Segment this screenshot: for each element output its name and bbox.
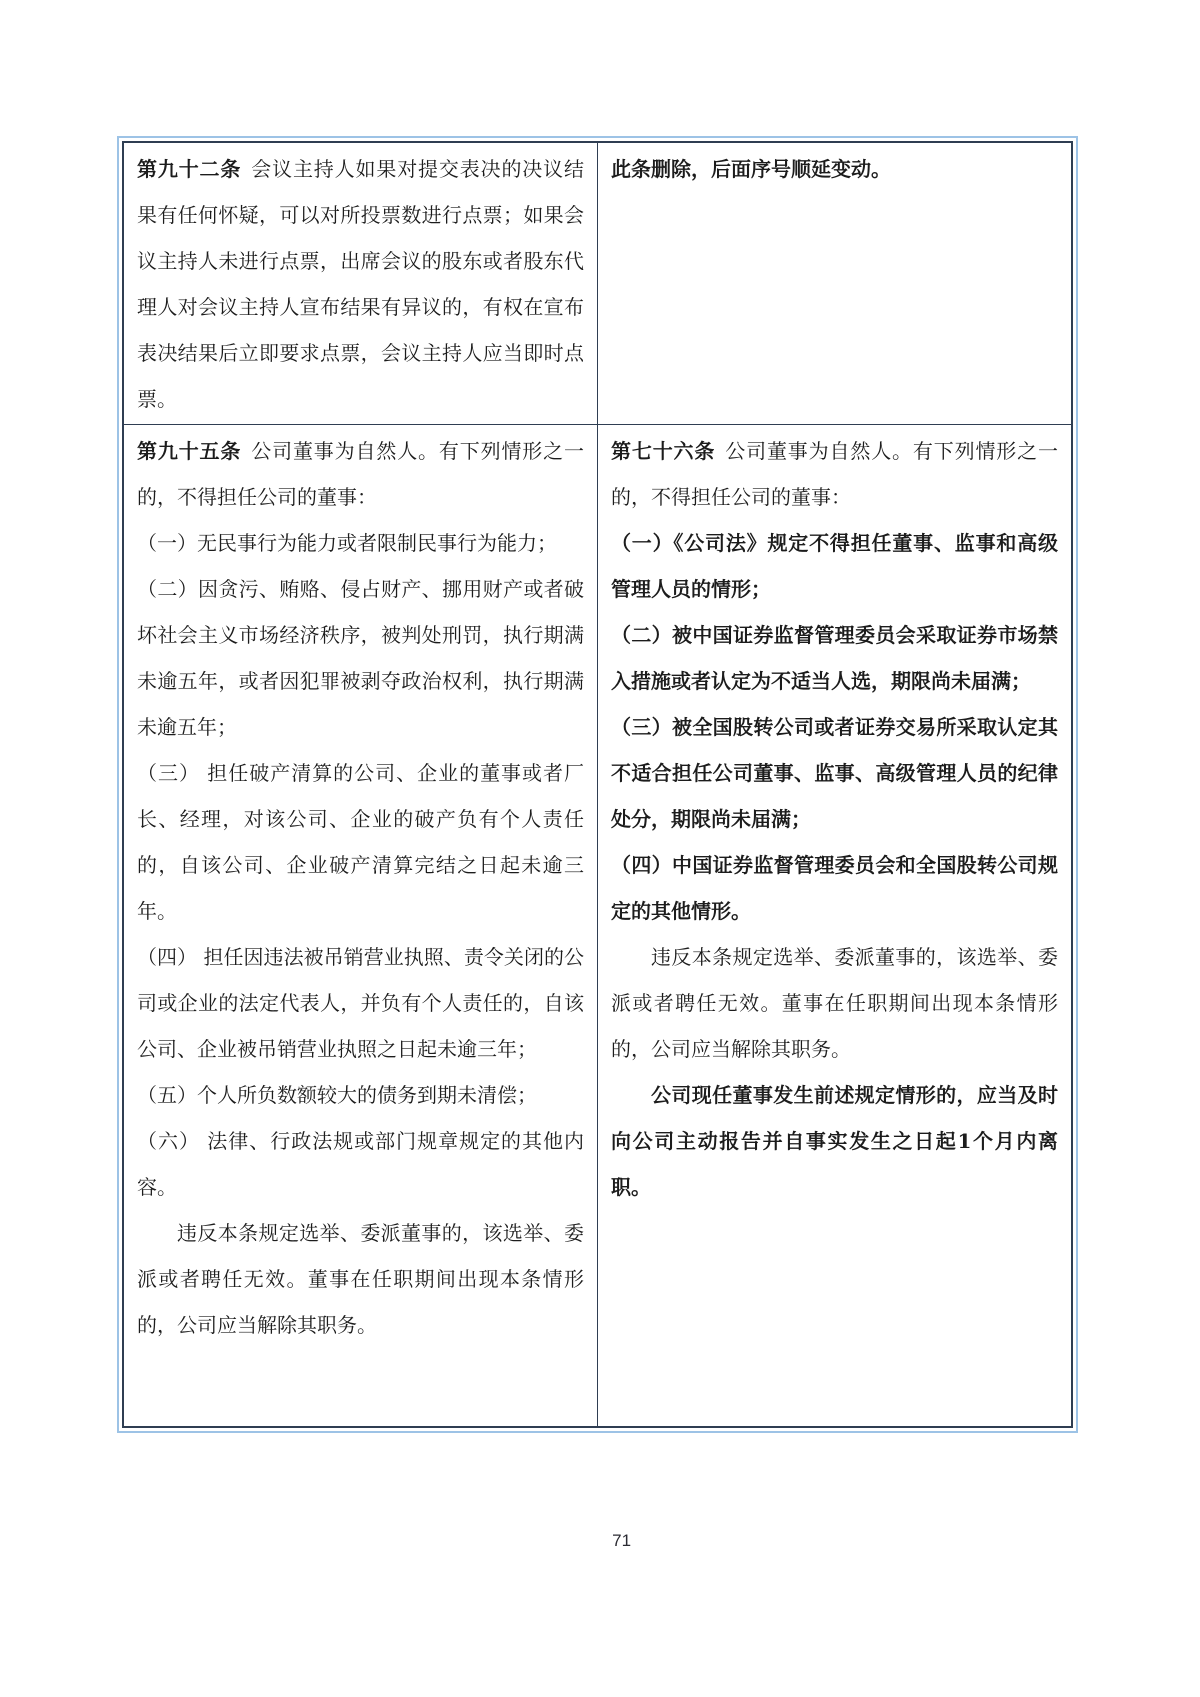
clause-76-term: 第七十六条 xyxy=(611,439,716,463)
clause-95-term: 第九十五条 xyxy=(137,439,242,463)
clause-95-item-2: （二）因贪污、贿赂、侵占财产、挪用财产或者破坏社会主义市场经济秩序，被判处刑罚，执行期满未逾五年，或者因犯罪被剥夺政治权利，执行期满未逾五年； xyxy=(137,577,584,739)
cell-revision-note xyxy=(598,143,1071,425)
clause-92-body: 会议主持人如果对提交表决的决议结果有任何怀疑，可以对所投票数进行点票；如果会议主持人未进行点票，出席会议的股东或者股东代理人对会议主持人宣布结果有异议的，有权在宣布表决结果后立即要求点票，会议主持人应当即时点票。 xyxy=(137,157,584,411)
clause-95-closing: 违反本条规定选举、委派董事的，该选举、委派或者聘任无效。董事在任职期间出现本条情形的，公司应当解除其职务。 xyxy=(137,1221,584,1337)
page-number: 71 xyxy=(612,1531,632,1550)
clause-76-closing-1: 违反本条规定选举、委派董事的，该选举、委派或者聘任无效。董事在任职期间出现本条情形的，公司应当解除其职务。 xyxy=(611,945,1058,1061)
cell-new-clause-76 xyxy=(598,425,1071,1426)
clause-76-item-1: （一）《公司法》规定不得担任董事、监事和高级管理人员的情形； xyxy=(611,531,1058,601)
clause-95-item-5: （五）个人所负数额较大的债务到期未清偿； xyxy=(137,1083,537,1107)
clause-92-paragraph xyxy=(137,146,584,422)
deletion-note: 此条删除，后面序号顺延变动。 xyxy=(611,157,891,181)
clause-76-closing-2: 公司现任董事发生前述规定情形的，应当及时向公司主动报告并自事实发生之日起1个月内离职。 xyxy=(611,1083,1058,1199)
clause-76-intro-body: 公司董事为自然人。有下列情形之一的，不得担任公司的董事： xyxy=(611,439,1058,509)
clause-95-item-6: （六） 法律、行政法规或部门规章规定的其他内容。 xyxy=(137,1129,584,1199)
clause-comparison-table xyxy=(122,141,1073,1428)
clause-95-item-1: （一）无民事行为能力或者限制民事行为能力； xyxy=(137,531,557,555)
clause-76-item-3: （三）被全国股转公司或者证券交易所采取认定其不适合担任公司董事、监事、高级管理人员的纪律处分，期限尚未届满； xyxy=(611,715,1058,831)
clause-76-item-4: （四）中国证券监督管理委员会和全国股转公司规定的其他情形。 xyxy=(611,853,1058,923)
clause-95-intro xyxy=(137,428,584,520)
clause-76-item-2: （二）被中国证券监督管理委员会采取证券市场禁入措施或者认定为不适当人选，期限尚未届满； xyxy=(611,623,1058,693)
clause-95-item-4: （四） 担任因违法被吊销营业执照、责令关闭的公司或企业的法定代表人，并负有个人责任的，自该公司、企业被吊销营业执照之日起未逾三年； xyxy=(137,945,584,1061)
clause-95-intro-body: 公司董事为自然人。有下列情形之一的，不得担任公司的董事： xyxy=(137,439,584,509)
cell-old-clause-95 xyxy=(124,425,598,1426)
clause-95-item-3: （三） 担任破产清算的公司、企业的董事或者厂长、经理，对该公司、企业的破产负有个人责任的，自该公司、企业破产清算完结之日起未逾三年。 xyxy=(137,761,584,923)
content-border-box xyxy=(117,136,1078,1433)
clause-76-intro xyxy=(611,428,1058,520)
clause-92-term: 第九十二条 xyxy=(137,157,242,181)
cell-old-clause-92 xyxy=(124,143,598,425)
